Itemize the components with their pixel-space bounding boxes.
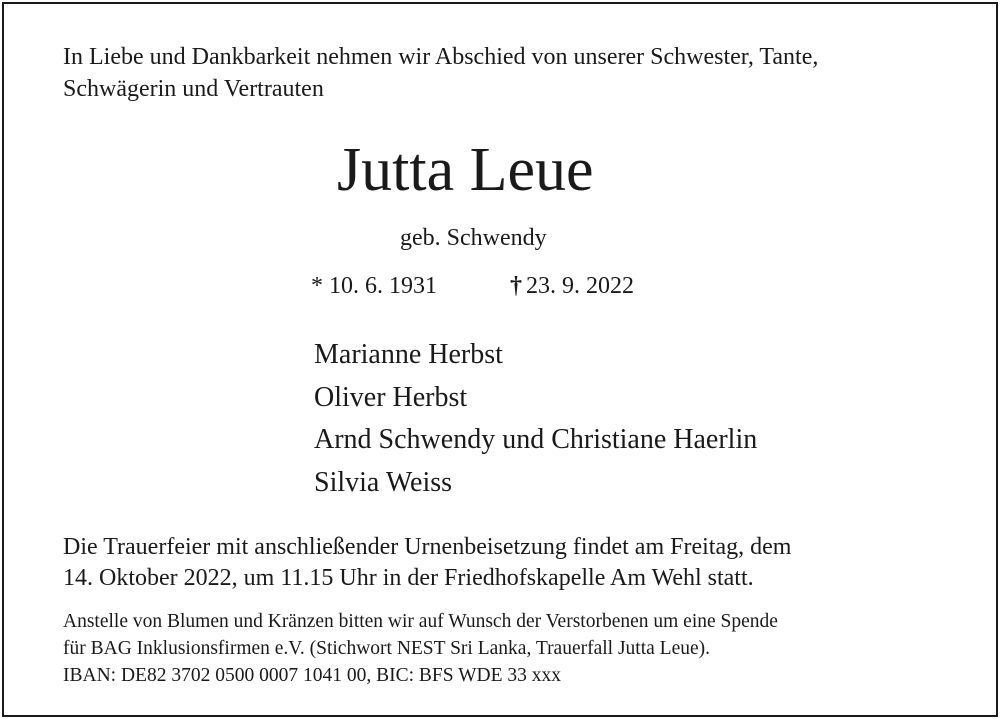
donation-line: Anstelle von Blumen und Kränzen bitten wir auf Wunsch der Verstorbenen um eine Spende: [63, 611, 778, 632]
mourners-list: [314, 334, 757, 504]
donation-line: für BAG Inklusionsfirmen e.V. (Stichwort NEST Sri Lanka, Trauerfall Jutta Leue).: [63, 638, 711, 659]
death-date: [510, 271, 634, 301]
mourner-name: Marianne Herbst: [314, 339, 503, 370]
funeral-line: 14. Oktober 2022, um 11.15 Uhr in der Friedhofskapelle Am Wehl statt.: [63, 565, 754, 591]
funeral-line: Die Trauerfeier mit anschließender Urnenbeisetzung findet am Freitag, dem: [63, 534, 792, 560]
funeral-info: [63, 532, 791, 594]
birth-name: geb. Schwendy: [400, 225, 547, 251]
donation-line: IBAN: DE82 3702 0500 0007 1041 00, BIC: BFS WDE 33 xxx: [63, 665, 561, 686]
deceased-name: Jutta Leue: [337, 136, 594, 204]
cross-icon: †: [510, 273, 522, 299]
mourner-name: Arnd Schwendy und Christiane Haerlin: [314, 424, 758, 455]
mourner-name: Oliver Herbst: [314, 381, 468, 413]
intro-line: Schwägerin und Vertrauten: [63, 76, 324, 102]
intro-line: In Liebe und Dankbarkeit nehmen wir Abschied von unserer Schwester, Tante,: [63, 44, 819, 70]
mourner-name: Silvia Weiss: [314, 466, 453, 498]
death-date-value: 23. 9. 2022: [526, 273, 634, 299]
birth-date: * 10. 6. 1931: [311, 273, 437, 299]
intro-text: [63, 41, 818, 105]
donation-info: [63, 608, 778, 689]
